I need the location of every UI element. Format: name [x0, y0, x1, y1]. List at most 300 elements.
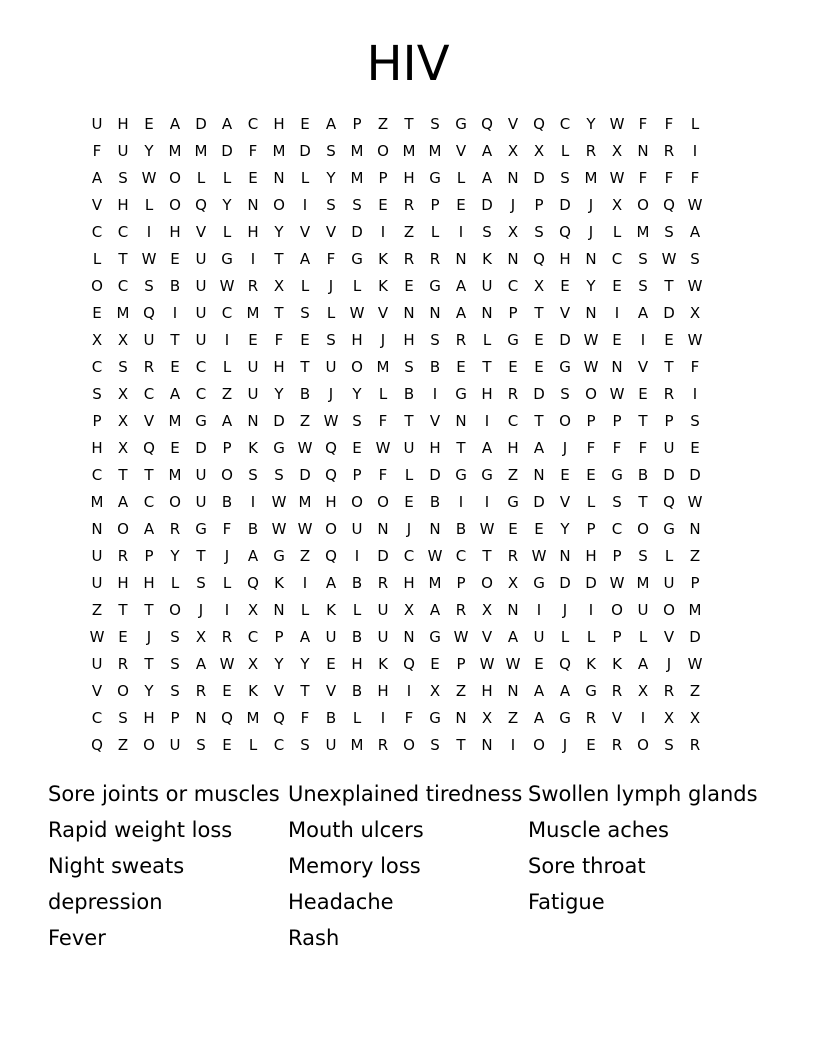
grid-letter: C — [91, 358, 103, 376]
grid-letter: G — [611, 466, 623, 484]
grid-letter: M — [246, 304, 260, 322]
grid-letter: C — [247, 115, 259, 133]
grid-letter: R — [247, 277, 259, 295]
grid-letter: Z — [507, 466, 519, 484]
grid-letter: C — [507, 277, 519, 295]
grid-letter: X — [611, 196, 623, 214]
grid-letter: U — [169, 736, 181, 754]
grid-letter: X — [533, 142, 545, 160]
grid-letter: M — [688, 601, 702, 619]
grid-letter: K — [378, 277, 388, 295]
grid-letter: Q — [143, 439, 155, 457]
grid-letter: N — [273, 601, 285, 619]
grid-letter: H — [481, 385, 493, 403]
grid-letter: U — [247, 358, 259, 376]
grid-letter: O — [351, 493, 363, 511]
grid-letter: J — [588, 196, 594, 214]
grid-letter: B — [221, 493, 233, 511]
grid-letter: B — [429, 493, 441, 511]
grid-letter: O — [169, 493, 181, 511]
grid-letter: T — [300, 682, 310, 700]
grid-letter: E — [560, 277, 570, 295]
grid-letter: N — [533, 466, 545, 484]
grid-letter: W — [531, 547, 547, 565]
grid-letter: S — [430, 331, 440, 349]
grid-letter: O — [637, 196, 649, 214]
grid-letter: D — [689, 466, 701, 484]
grid-letter: H — [91, 439, 103, 457]
grid-letter: H — [559, 250, 571, 268]
grid-letter: F — [326, 250, 336, 268]
grid-letter: R — [377, 574, 389, 592]
grid-letter: V — [195, 223, 207, 241]
grid-letter: P — [534, 196, 544, 214]
grid-letter: U — [533, 628, 545, 646]
grid-letter: D — [533, 493, 545, 511]
grid-letter: O — [351, 358, 363, 376]
grid-letter: U — [195, 493, 207, 511]
grid-letter: Y — [326, 169, 336, 187]
grid-letter: L — [456, 169, 466, 187]
grid-letter: C — [195, 385, 207, 403]
grid-letter: L — [586, 628, 596, 646]
grid-letter: Z — [507, 709, 519, 727]
grid-letter: W — [479, 655, 495, 673]
grid-letter: N — [507, 250, 519, 268]
grid-letter: M — [428, 574, 442, 592]
grid-letter: C — [195, 358, 207, 376]
grid-letter: D — [559, 196, 571, 214]
grid-letter: G — [429, 628, 441, 646]
grid-letter: R — [117, 547, 129, 565]
grid-letter: L — [222, 574, 232, 592]
grid-letter: H — [351, 331, 363, 349]
grid-letter: W — [505, 655, 521, 673]
grid-letter: D — [559, 331, 571, 349]
grid-letter: G — [559, 709, 571, 727]
grid-letter: H — [117, 115, 129, 133]
grid-letter: I — [224, 331, 230, 349]
grid-letter: I — [380, 709, 386, 727]
grid-letter: N — [429, 304, 441, 322]
grid-letter: U — [351, 520, 363, 538]
grid-letter: L — [664, 547, 674, 565]
grid-letter: J — [562, 736, 568, 754]
grid-letter: R — [689, 736, 701, 754]
grid-letter: Q — [247, 574, 259, 592]
grid-letter: F — [274, 331, 284, 349]
grid-letter: H — [429, 439, 441, 457]
grid-letter: A — [637, 655, 649, 673]
grid-letter: B — [299, 385, 311, 403]
grid-letter: X — [117, 439, 129, 457]
grid-letter: I — [614, 304, 620, 322]
grid-letter: D — [585, 574, 597, 592]
grid-letter: Q — [325, 466, 337, 484]
grid-letter: A — [481, 439, 493, 457]
grid-letter: W — [297, 520, 313, 538]
grid-letter: O — [273, 196, 285, 214]
grid-letter: S — [300, 736, 310, 754]
grid-letter: T — [482, 358, 492, 376]
grid-letter: X — [117, 385, 129, 403]
grid-letter: Q — [195, 196, 207, 214]
grid-letter: I — [302, 574, 308, 592]
grid-letter: E — [430, 655, 440, 673]
grid-letter: N — [585, 304, 597, 322]
grid-letter: E — [612, 331, 622, 349]
grid-letter: J — [328, 277, 334, 295]
grid-letter: E — [404, 493, 414, 511]
grid-letter: A — [247, 547, 259, 565]
grid-letter: Y — [586, 115, 596, 133]
grid-letter: S — [638, 250, 648, 268]
grid-letter: L — [352, 601, 362, 619]
grid-letter: I — [640, 709, 646, 727]
grid-letter: X — [195, 628, 207, 646]
grid-letter: L — [612, 223, 622, 241]
grid-letter: P — [456, 655, 466, 673]
grid-letter: P — [352, 115, 362, 133]
grid-letter: L — [638, 628, 648, 646]
grid-letter: S — [352, 196, 362, 214]
word-list-item: Mouth ulcers — [288, 818, 424, 842]
page-title: HIV — [366, 36, 450, 92]
grid-letter: U — [325, 736, 337, 754]
grid-letter: H — [273, 358, 285, 376]
grid-letter: C — [143, 493, 155, 511]
grid-letter: V — [611, 709, 623, 727]
grid-letter: W — [323, 412, 339, 430]
grid-letter: R — [195, 682, 207, 700]
grid-letter: A — [169, 385, 181, 403]
grid-letter: Y — [144, 682, 154, 700]
grid-letter: R — [663, 142, 675, 160]
grid-letter: G — [429, 277, 441, 295]
grid-letter: L — [222, 223, 232, 241]
grid-letter: A — [299, 250, 311, 268]
grid-letter: A — [533, 439, 545, 457]
grid-letter: K — [612, 655, 622, 673]
grid-letter: X — [663, 709, 675, 727]
grid-letter: A — [221, 115, 233, 133]
grid-letter: A — [143, 520, 155, 538]
grid-letter: U — [637, 601, 649, 619]
grid-letter: Z — [455, 682, 467, 700]
grid-letter: R — [403, 196, 415, 214]
grid-letter: U — [195, 304, 207, 322]
grid-letter: W — [609, 574, 625, 592]
grid-letter: V — [559, 493, 571, 511]
grid-letter: P — [612, 628, 622, 646]
grid-letter: T — [456, 439, 466, 457]
grid-letter: M — [168, 412, 182, 430]
word-search-grid — [84, 111, 708, 759]
grid-letter: U — [91, 574, 103, 592]
grid-letter: N — [91, 520, 103, 538]
grid-letter: M — [376, 358, 390, 376]
grid-letter: L — [300, 169, 310, 187]
grid-letter: F — [638, 115, 648, 133]
grid-letter: H — [325, 493, 337, 511]
grid-letter: J — [562, 439, 568, 457]
grid-letter: O — [611, 601, 623, 619]
grid-letter: E — [560, 466, 570, 484]
grid-letter: N — [403, 304, 415, 322]
grid-letter: G — [481, 466, 493, 484]
grid-letter: V — [143, 412, 155, 430]
grid-letter: I — [536, 601, 542, 619]
grid-letter: P — [170, 709, 180, 727]
grid-letter: W — [583, 331, 599, 349]
word-list — [48, 776, 768, 956]
grid-letter: U — [117, 142, 129, 160]
grid-letter: E — [534, 520, 544, 538]
grid-letter: L — [222, 169, 232, 187]
grid-letter: H — [403, 331, 415, 349]
grid-letter: H — [143, 574, 155, 592]
grid-letter: E — [456, 358, 466, 376]
grid-letter: J — [224, 547, 230, 565]
grid-letter: E — [300, 115, 310, 133]
grid-letter: G — [195, 520, 207, 538]
grid-letter: F — [664, 115, 674, 133]
grid-letter: G — [429, 709, 441, 727]
word-list-item: Sore joints or muscles — [48, 782, 280, 806]
grid-letter: G — [559, 358, 571, 376]
grid-letter: X — [533, 277, 545, 295]
grid-letter: J — [666, 655, 672, 673]
grid-letter: P — [612, 412, 622, 430]
grid-letter: R — [663, 385, 675, 403]
grid-letter: B — [351, 574, 363, 592]
grid-letter: Y — [274, 655, 284, 673]
grid-letter: B — [325, 709, 337, 727]
grid-letter: H — [143, 709, 155, 727]
grid-letter: H — [403, 169, 415, 187]
grid-letter: O — [663, 601, 675, 619]
grid-letter: Y — [586, 277, 596, 295]
word-list-item: Night sweats — [48, 854, 185, 878]
grid-letter: L — [482, 331, 492, 349]
grid-letter: L — [144, 196, 154, 214]
grid-letter: T — [664, 277, 674, 295]
grid-letter: N — [429, 520, 441, 538]
grid-letter: M — [90, 493, 104, 511]
grid-letter: C — [611, 250, 623, 268]
grid-letter: O — [585, 385, 597, 403]
grid-letter: P — [274, 628, 284, 646]
grid-letter: D — [299, 466, 311, 484]
grid-letter: S — [690, 412, 700, 430]
grid-letter: O — [377, 142, 389, 160]
grid-letter: L — [352, 709, 362, 727]
grid-letter: V — [663, 628, 675, 646]
grid-letter: S — [482, 223, 492, 241]
grid-letter: V — [377, 304, 389, 322]
grid-letter: Z — [117, 736, 129, 754]
grid-letter: O — [143, 736, 155, 754]
grid-letter: V — [637, 358, 649, 376]
grid-letter: N — [689, 520, 701, 538]
grid-letter: E — [144, 115, 154, 133]
grid-letter: R — [169, 520, 181, 538]
grid-letter: C — [611, 520, 623, 538]
grid-letter: P — [508, 304, 518, 322]
grid-letter: N — [377, 520, 389, 538]
grid-letter: T — [664, 358, 674, 376]
grid-letter: D — [195, 115, 207, 133]
grid-letter: P — [586, 412, 596, 430]
grid-letter: F — [92, 142, 102, 160]
grid-letter: Q — [559, 223, 571, 241]
grid-letter: R — [507, 385, 519, 403]
grid-letter: R — [455, 331, 467, 349]
grid-letter: I — [250, 493, 256, 511]
grid-letter: H — [585, 547, 597, 565]
grid-letter: F — [586, 439, 596, 457]
grid-letter: U — [663, 439, 675, 457]
grid-letter: S — [638, 277, 648, 295]
word-list-item: Swollen lymph glands — [528, 782, 758, 806]
grid-letter: N — [611, 358, 623, 376]
grid-letter: S — [196, 574, 206, 592]
grid-letter: Q — [403, 655, 415, 673]
grid-letter: C — [273, 736, 285, 754]
grid-letter: O — [481, 574, 493, 592]
grid-letter: U — [143, 331, 155, 349]
grid-letter: W — [687, 277, 703, 295]
grid-letter: L — [196, 169, 206, 187]
grid-letter: G — [429, 169, 441, 187]
grid-letter: E — [534, 655, 544, 673]
grid-letter: T — [196, 547, 206, 565]
grid-letter: U — [91, 547, 103, 565]
grid-letter: T — [404, 115, 414, 133]
grid-letter: W — [687, 655, 703, 673]
grid-letter: F — [690, 358, 700, 376]
grid-letter: R — [143, 358, 155, 376]
grid-letter: T — [118, 601, 128, 619]
grid-letter: G — [507, 331, 519, 349]
grid-letter: R — [403, 250, 415, 268]
grid-letter: W — [687, 196, 703, 214]
grid-letter: N — [559, 547, 571, 565]
grid-letter: W — [661, 250, 677, 268]
grid-letter: X — [403, 601, 415, 619]
grid-letter: I — [380, 223, 386, 241]
grid-letter: D — [533, 385, 545, 403]
grid-letter: A — [169, 115, 181, 133]
grid-letter: M — [402, 142, 416, 160]
grid-letter: Q — [143, 304, 155, 322]
grid-letter: H — [403, 574, 415, 592]
grid-letter: M — [636, 223, 650, 241]
grid-letter: F — [378, 412, 388, 430]
grid-letter: O — [169, 601, 181, 619]
word-list-item: Sore throat — [528, 854, 646, 878]
grid-letter: B — [351, 628, 363, 646]
grid-letter: H — [377, 682, 389, 700]
grid-letter: S — [560, 385, 570, 403]
grid-letter: H — [169, 223, 181, 241]
grid-letter: E — [404, 277, 414, 295]
grid-letter: S — [92, 385, 102, 403]
grid-letter: T — [534, 412, 544, 430]
grid-letter: C — [247, 628, 259, 646]
grid-letter: L — [352, 277, 362, 295]
grid-letter: L — [560, 142, 570, 160]
grid-letter: I — [692, 385, 698, 403]
grid-letter: N — [455, 250, 467, 268]
grid-letter: H — [507, 439, 519, 457]
grid-letter: K — [378, 655, 388, 673]
word-list-item: depression — [48, 890, 163, 914]
grid-letter: G — [221, 250, 233, 268]
grid-letter: U — [325, 628, 337, 646]
grid-letter: S — [170, 655, 180, 673]
grid-letter: S — [612, 493, 622, 511]
grid-letter: L — [690, 115, 700, 133]
grid-letter: E — [586, 736, 596, 754]
grid-letter: E — [170, 358, 180, 376]
grid-letter: O — [637, 520, 649, 538]
grid-letter: T — [274, 304, 284, 322]
grid-letter: I — [588, 601, 594, 619]
grid-letter: Z — [689, 682, 701, 700]
grid-letter: V — [325, 682, 337, 700]
grid-letter: E — [170, 250, 180, 268]
grid-letter: J — [510, 196, 516, 214]
grid-letter: E — [664, 331, 674, 349]
grid-letter: D — [689, 628, 701, 646]
grid-letter: Q — [91, 736, 103, 754]
grid-letter: A — [533, 709, 545, 727]
grid-letter: M — [168, 142, 182, 160]
grid-letter: A — [455, 277, 467, 295]
grid-letter: J — [146, 628, 152, 646]
grid-letter: E — [92, 304, 102, 322]
grid-letter: P — [664, 412, 674, 430]
grid-letter: G — [273, 439, 285, 457]
grid-letter: W — [297, 439, 313, 457]
grid-letter: N — [585, 250, 597, 268]
grid-letter: Y — [274, 385, 284, 403]
grid-letter: L — [92, 250, 102, 268]
grid-letter: T — [118, 250, 128, 268]
grid-letter: E — [222, 736, 232, 754]
grid-letter: G — [663, 520, 675, 538]
grid-letter: G — [455, 466, 467, 484]
grid-letter: P — [690, 574, 700, 592]
grid-letter: N — [247, 196, 259, 214]
grid-letter: H — [117, 196, 129, 214]
grid-letter: N — [247, 412, 259, 430]
grid-letter: U — [247, 385, 259, 403]
grid-letter: P — [222, 439, 232, 457]
grid-letter: M — [636, 574, 650, 592]
grid-letter: B — [455, 520, 467, 538]
grid-letter: X — [507, 574, 519, 592]
grid-letter: A — [507, 628, 519, 646]
grid-letter: S — [690, 250, 700, 268]
grid-letter: U — [195, 466, 207, 484]
grid-letter: R — [429, 250, 441, 268]
grid-letter: H — [273, 115, 285, 133]
grid-letter: G — [533, 574, 545, 592]
grid-letter: I — [458, 223, 464, 241]
grid-letter: O — [559, 412, 571, 430]
